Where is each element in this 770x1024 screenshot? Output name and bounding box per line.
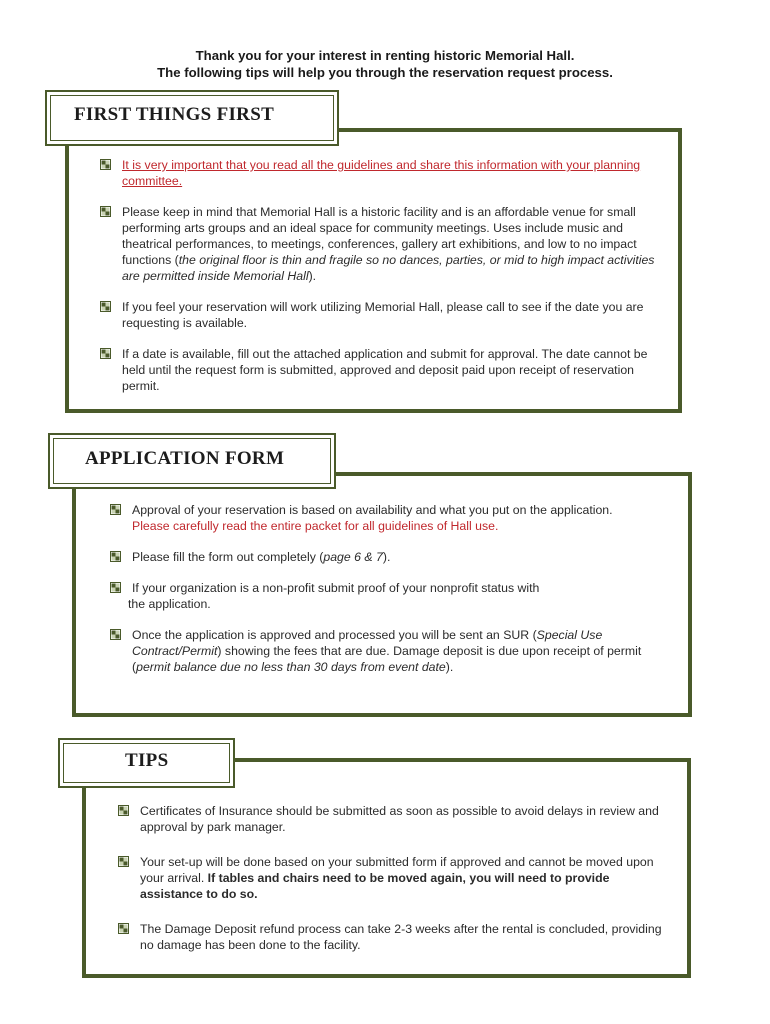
historic-facility-text: Please keep in mind that Memorial Hall is a historic facility and is an affordable venue for small performing arts groups and an ideal space for community meetings. Uses include music and theatrical performances, to meetings, conferences, gallery art exhibitions, and low to no impact functions (: [122, 205, 637, 267]
list-item: [110, 580, 680, 612]
checkered-square-bullet-icon: [118, 856, 129, 867]
checkered-square-bullet-icon: [100, 206, 111, 217]
list-item: [100, 346, 660, 394]
list-item: [110, 502, 680, 534]
checkered-square-bullet-icon: [100, 301, 111, 312]
checkered-square-bullet-icon: [110, 629, 121, 640]
checkered-square-bullet-icon: [110, 504, 121, 515]
setup-assistance-warning: If tables and chairs need to be moved again, you will need to provide assistance to do so.: [140, 871, 610, 901]
nonprofit-proof-text-2: the application.: [128, 597, 211, 611]
floor-fragile-note: the original floor is thin and fragile so no dances, parties, or mid to high impact activities are permitted inside Memorial Hall: [122, 253, 655, 283]
form-pages-ref: page 6 & 7: [323, 550, 383, 564]
intro-line-1: Thank you for your interest in renting historic Memorial Hall.: [195, 48, 575, 63]
checkered-square-bullet-icon: [118, 923, 129, 934]
list-item: [118, 921, 673, 953]
first-things-first-list: [100, 157, 660, 409]
tips-title: TIPS: [125, 750, 169, 771]
list-item: [118, 854, 673, 902]
first-things-first-title: FIRST THINGS FIRST: [74, 104, 275, 125]
permit-balance-note: permit balance due no less than 30 days from event date: [136, 660, 446, 674]
list-item: [100, 157, 660, 189]
list-item: [110, 549, 680, 565]
checkered-square-bullet-icon: [100, 159, 111, 170]
intro-line-2: The following tips will help you through the reservation request process.: [157, 65, 613, 80]
nonprofit-proof-text: If your organization is a non-profit submit proof of your nonprofit status with: [132, 581, 540, 595]
intro-text: [0, 47, 770, 81]
list-item: [110, 627, 680, 675]
important-guidelines-link[interactable]: It is very important that you read all the guidelines and share this information with your planning committee.: [122, 158, 641, 188]
list-item: [100, 299, 660, 331]
sur-name: Special Use Contract/Permit: [132, 628, 603, 658]
approval-basis-text: Approval of your reservation is based on availability and what you put on the application.: [132, 503, 613, 517]
checkered-square-bullet-icon: [110, 582, 121, 593]
application-form-list: [110, 502, 680, 690]
sur-text: Once the application is approved and processed you will be sent an SUR (: [132, 628, 537, 642]
checkered-square-bullet-icon: [110, 551, 121, 562]
sur-close: ).: [445, 660, 454, 674]
insurance-text: Certificates of Insurance should be submitted as soon as possible to avoid delays in review and approval by park manager.: [140, 804, 659, 834]
historic-facility-close: ).: [308, 269, 317, 283]
checkered-square-bullet-icon: [100, 348, 111, 359]
list-item: [100, 204, 660, 284]
fill-form-text: Please fill the form out completely (: [132, 550, 324, 564]
deposit-refund-text: The Damage Deposit refund process can take 2-3 weeks after the rental is concluded, providing no damage has been done to the facility.: [140, 922, 662, 952]
list-item: [118, 803, 673, 835]
sur-fees-text: ) showing the fees that are due. Damage deposit is due upon receipt of permit (: [132, 644, 642, 674]
tips-list: [118, 803, 673, 968]
fill-form-close: ).: [382, 550, 391, 564]
date-available-text: If a date is available, fill out the attached application and submit for approval. The date cannot be held until the request form is submitted, approved and deposit paid upon receipt of reservation permit.: [122, 347, 648, 393]
checkered-square-bullet-icon: [118, 805, 129, 816]
setup-text: Your set-up will be done based on your submitted form if approved and cannot be moved upon your arrival.: [140, 855, 654, 885]
read-packet-warning: Please carefully read the entire packet for all guidelines of Hall use.: [132, 519, 499, 533]
application-form-title: APPLICATION FORM: [85, 448, 285, 469]
call-to-check-date-text: If you feel your reservation will work utilizing Memorial Hall, please call to see if the date you are requesting is available.: [122, 300, 644, 330]
